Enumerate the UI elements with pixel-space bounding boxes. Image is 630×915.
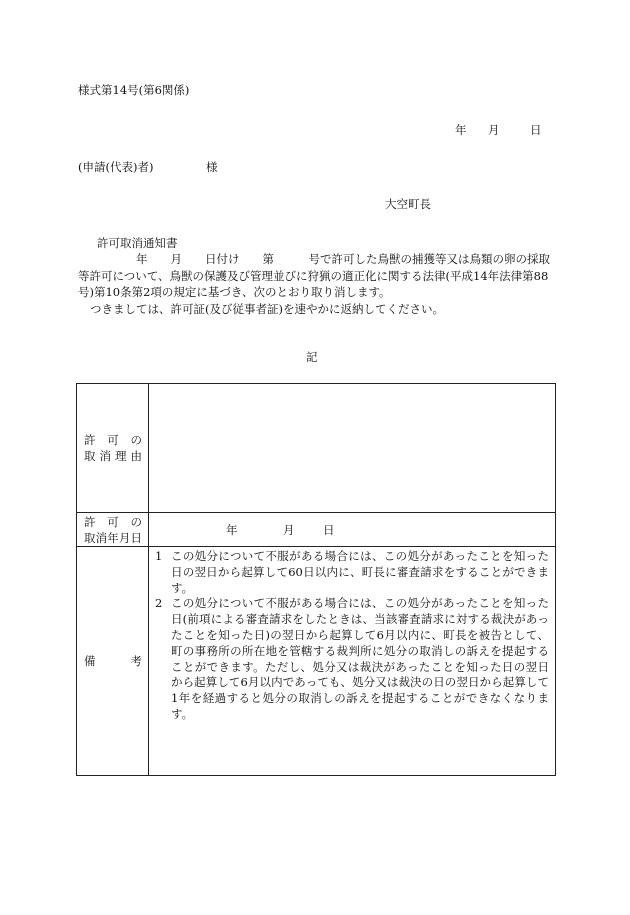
note-heading: 記: [306, 350, 318, 364]
notes-label-cell: [77, 547, 149, 776]
table-row-notes: [77, 547, 556, 776]
date-label-line-1: 許 可 の: [84, 514, 142, 529]
record-table: [76, 383, 556, 776]
notes-label: 備 考: [84, 654, 142, 668]
notes-value-cell: [149, 547, 556, 776]
date-label-cell: [77, 513, 149, 547]
note-number-2: 2: [155, 596, 163, 611]
body-text: [78, 251, 552, 317]
reason-label-line-2: 取消理由: [84, 449, 142, 463]
table-row-date: [77, 513, 556, 547]
body-paragraph-2: つきましては、許可証(及び従事者証)を速やかに返納してください。: [90, 301, 444, 316]
body-paragraph-1: 年 月 日付け 第 号で許可した鳥獣の捕獲等又は鳥類の卵の採取等許可について、鳥獣の保護及び管理並びに狩猟の適正化に関する法律(平成14年法律第88号)第10条第2項の規定に基づき、次のとおり取り消します。: [78, 252, 550, 299]
issue-date-month: 月: [488, 123, 500, 137]
issue-date-day: 日: [530, 123, 542, 137]
note-number-1: 1: [155, 549, 163, 563]
date-year: 年: [226, 522, 238, 537]
reason-value-cell[interactable]: [149, 384, 556, 513]
table-row-reason: [77, 384, 556, 513]
date-month: 月: [283, 522, 295, 537]
note-item-2: [155, 596, 549, 722]
document-title: 許可取消通知書: [97, 236, 178, 250]
reason-label-line-1: 許 可 の: [84, 433, 142, 447]
note-text-2: この処分について不服がある場合には、この処分があったことを知った日(前項による審査請求をしたときは、当該審査請求に対する裁決があったことを知った日)の翌日から起算して6月以内に、町長を被告として、町の事務所の所在地を管轄する裁判所に処分の取消しの訴えを提起することができます。ただし、処分又は裁決があったことを知った日の翌日から起算して6月以内であっても、処分又は裁決の日の翌日から起算して1年を経過すると処分の取消しの訴えを提起することができなくなります。: [171, 596, 549, 721]
issue-date: [455, 122, 542, 138]
reason-label-cell: [77, 384, 149, 513]
date-day: 日: [323, 522, 335, 537]
addressee-label: (申請(代表)者): [78, 160, 154, 174]
form-number: 様式第14号(第6関係): [78, 83, 190, 97]
note-item-1: [155, 549, 549, 596]
issuer-name: 大空町長: [385, 197, 431, 211]
issue-date-year: 年: [455, 123, 467, 137]
date-value-cell[interactable]: [149, 513, 556, 547]
addressee-honorific: 様: [206, 160, 218, 174]
note-text-1: この処分について不服がある場合には、この処分があったことを知った日の翌日から起算して60日以内に、町長に審査請求をすることができます。: [171, 549, 549, 595]
date-label-line-2: 取消年月日: [84, 530, 142, 545]
